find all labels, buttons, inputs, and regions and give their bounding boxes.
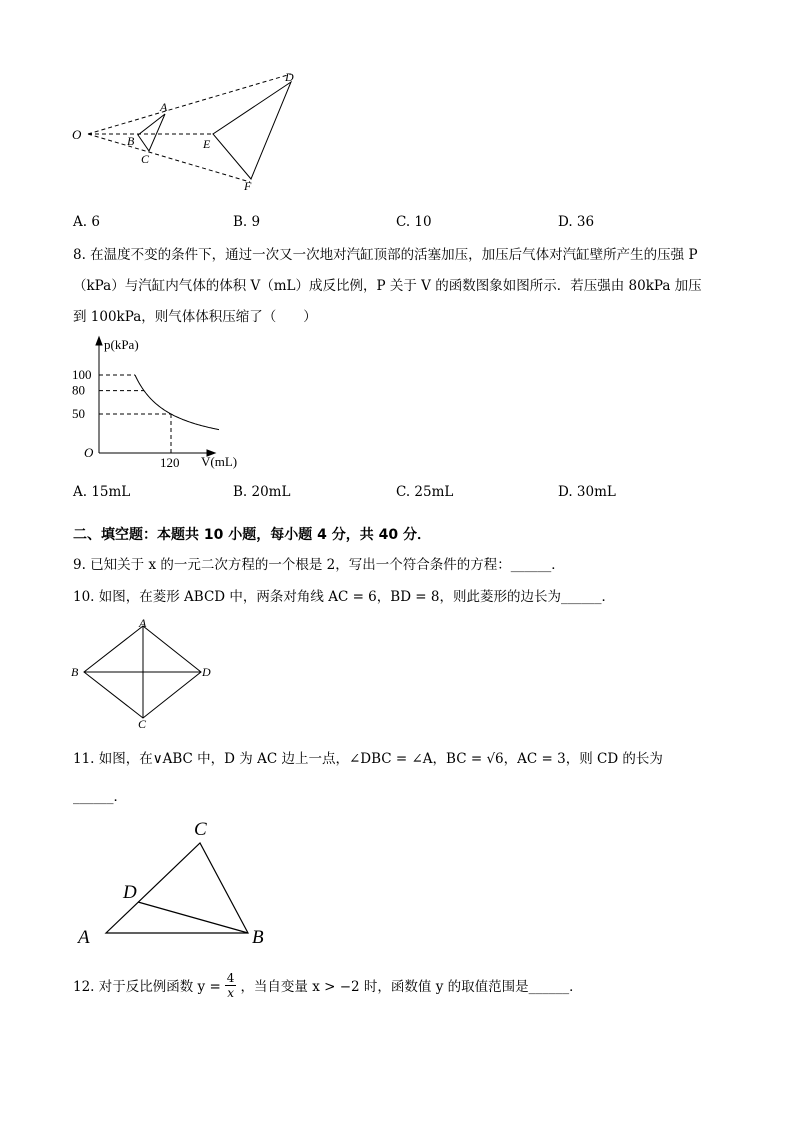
label-C: C [141, 152, 150, 166]
q8-text-line2: （kPa）与汽缸内气体的体积 V（mL）成反比例，P 关于 V 的函数图象如图所示．若压强由 80kPa 加压 [73, 278, 702, 294]
q8-option-a: A. 15mL [73, 484, 131, 500]
x-tick-label-120: 120 [160, 455, 180, 470]
q9-text: 9. 已知关于 x 的一元二次方程的一个根是 2，写出一个符合条件的方程：______． [73, 557, 565, 573]
x-axis-label: V(mL) [201, 454, 238, 469]
large-triangle-DEF [213, 82, 291, 179]
label-F: F [244, 179, 252, 193]
q8-option-d: D. 30mL [558, 484, 616, 500]
q12-numerator: 4 [226, 970, 235, 985]
q8-text-line3: 到 100kPa，则气体体积压缩了（ ） [73, 309, 317, 325]
segment-BD [138, 902, 248, 933]
label-B: B [252, 927, 264, 948]
q7-option-b: B. 9 [233, 214, 261, 230]
label-A: A [160, 100, 168, 114]
dashed-line-OD [88, 74, 291, 134]
section-heading: 二、填空题：本题共 10 小题，每小题 4 分，共 40 分． [73, 527, 431, 543]
label-A: A [78, 927, 90, 948]
label-D: D [285, 70, 294, 84]
y-axis-label: p(kPa) [104, 337, 139, 352]
q12-prefix: 12. 对于反比例函数 y = [73, 979, 221, 995]
label-E: E [203, 137, 211, 151]
label-D: D [123, 882, 137, 903]
triangle-figure-q11 [70, 812, 280, 952]
dashed-line-OF [88, 134, 250, 182]
q7-option-c: C. 10 [396, 214, 432, 230]
y-tick-label-50: 50 [72, 406, 85, 421]
q8-option-b: B. 20mL [233, 484, 291, 500]
q11-blank: ______． [73, 789, 127, 805]
q7-option-a: A. 6 [73, 214, 100, 230]
q8-option-c: C. 25mL [396, 484, 454, 500]
label-O: O [72, 127, 82, 142]
rhombus-figure [68, 614, 218, 734]
label-D: D [202, 665, 211, 679]
q12-denominator: x [227, 985, 234, 1000]
y-axis-arrow [96, 337, 102, 345]
label-A: A [139, 616, 147, 630]
pressure-volume-chart [62, 333, 262, 473]
q12-text [73, 965, 583, 1005]
origin-label: O [84, 445, 94, 460]
inverse-proportion-curve [135, 375, 219, 430]
q7-option-d: D. 36 [558, 214, 595, 230]
label-C: C [194, 819, 207, 840]
label-B: B [71, 665, 79, 679]
y-tick-label-80: 80 [72, 382, 85, 398]
small-triangle-ABC [138, 114, 165, 151]
q8-text-line1: 8. 在温度不变的条件下，通过一次又一次地对汽缸顶部的活塞加压，加压后气体对汽缸壁所产生的压强 P [73, 247, 698, 263]
label-C: C [138, 717, 147, 731]
q10-text: 10. 如图，在菱形 ABCD 中，两条对角线 AC = 6，BD = 8，则此菱形的边长为______． [73, 589, 615, 605]
q11-text: 11. 如图，在∨ABC 中，D 为 AC 边上一点，∠DBC = ∠A，BC = √6，AC = 3，则 CD 的长为 [73, 751, 663, 767]
label-B: B [127, 134, 135, 148]
q12-suffix: ，当自变量 x > −2 时，函数值 y 的取值范围是______． [240, 979, 583, 995]
y-tick-label-100: 100 [72, 367, 92, 382]
figure-q7 [65, 62, 310, 197]
q12-fraction [225, 971, 237, 1000]
